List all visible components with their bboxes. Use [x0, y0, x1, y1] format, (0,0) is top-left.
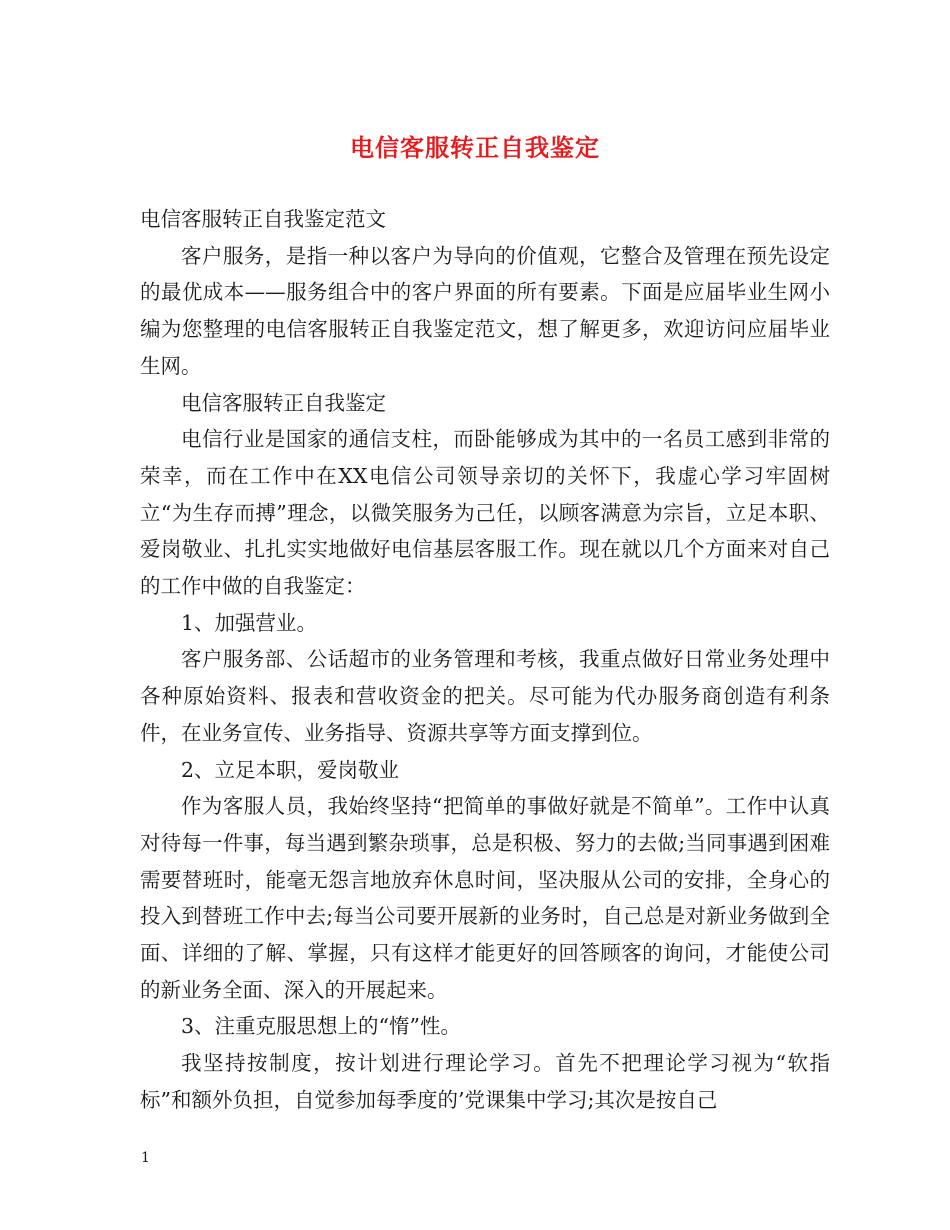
page-number: 1: [141, 1150, 150, 1166]
body-paragraph: 作为客服人员，我始终坚持“把简单的事做好就是不简单”。工作中认真对待每一件事，每当遇到繁杂琐事，总是积极、努力的去做;当同事遇到困难需要替班时，能毫无怨言地放弃休息时间，坚决服从公司的安排，全身心的投入到替班工作中去;每当公司要开展新的业务时，自己总是对新业务做到全面、详细的了解、掌握，只有这样才能更好的回答顾客的询问，才能使公司的新业务全面、深入的开展起来。: [140, 794, 830, 1002]
document-body: [140, 201, 830, 1119]
numbered-heading: 2、立足本职，爱岗敬业: [181, 757, 400, 782]
numbered-heading: 1、加强营业。: [181, 610, 318, 635]
body-paragraph: 我坚持按制度，按计划进行理论学习。首先不把理论学习视为“软指标”和额外负担，自觉参加每季度的’党课集中学习;其次是按自己: [140, 1051, 830, 1112]
numbered-heading: 3、注重克服思想上的“惰”性。: [181, 1014, 462, 1039]
body-paragraph: 电信行业是国家的通信支柱，而卧能够成为其中的一名员工感到非常的荣幸，而在工作中在XX电信公司领导亲切的关怀下，我虚心学习牢固树立“为生存而搏”理念，以微笑服务为己任，以顾客满意为宗旨，立足本职、爱岗敬业、扎扎实实地做好电信基层客服工作。现在就以几个方面来对自己的工作中做的自我鉴定：: [140, 427, 830, 599]
intro-paragraph: 客户服务，是指一种以客户为导向的价值观，它整合及管理在预先设定的最优成本——服务组合中的客户界面的所有要素。下面是应届毕业生网小编为您整理的电信客服转正自我鉴定范文，想了解更多，欢迎访问应届毕业生网。: [140, 243, 830, 378]
section-heading: 电信客服转正自我鉴定: [181, 390, 386, 415]
subtitle-paragraph: 电信客服转正自我鉴定范文: [140, 207, 386, 231]
document-title: 电信客服转正自我鉴定: [350, 133, 600, 162]
body-paragraph: 客户服务部、公话超市的业务管理和考核，我重点做好日常业务处理中各种原始资料、报表和营收资金的把关。尽可能为代办服务商创造有利条件，在业务宣传、业务指导、资源共享等方面支撑到位。: [140, 647, 830, 745]
